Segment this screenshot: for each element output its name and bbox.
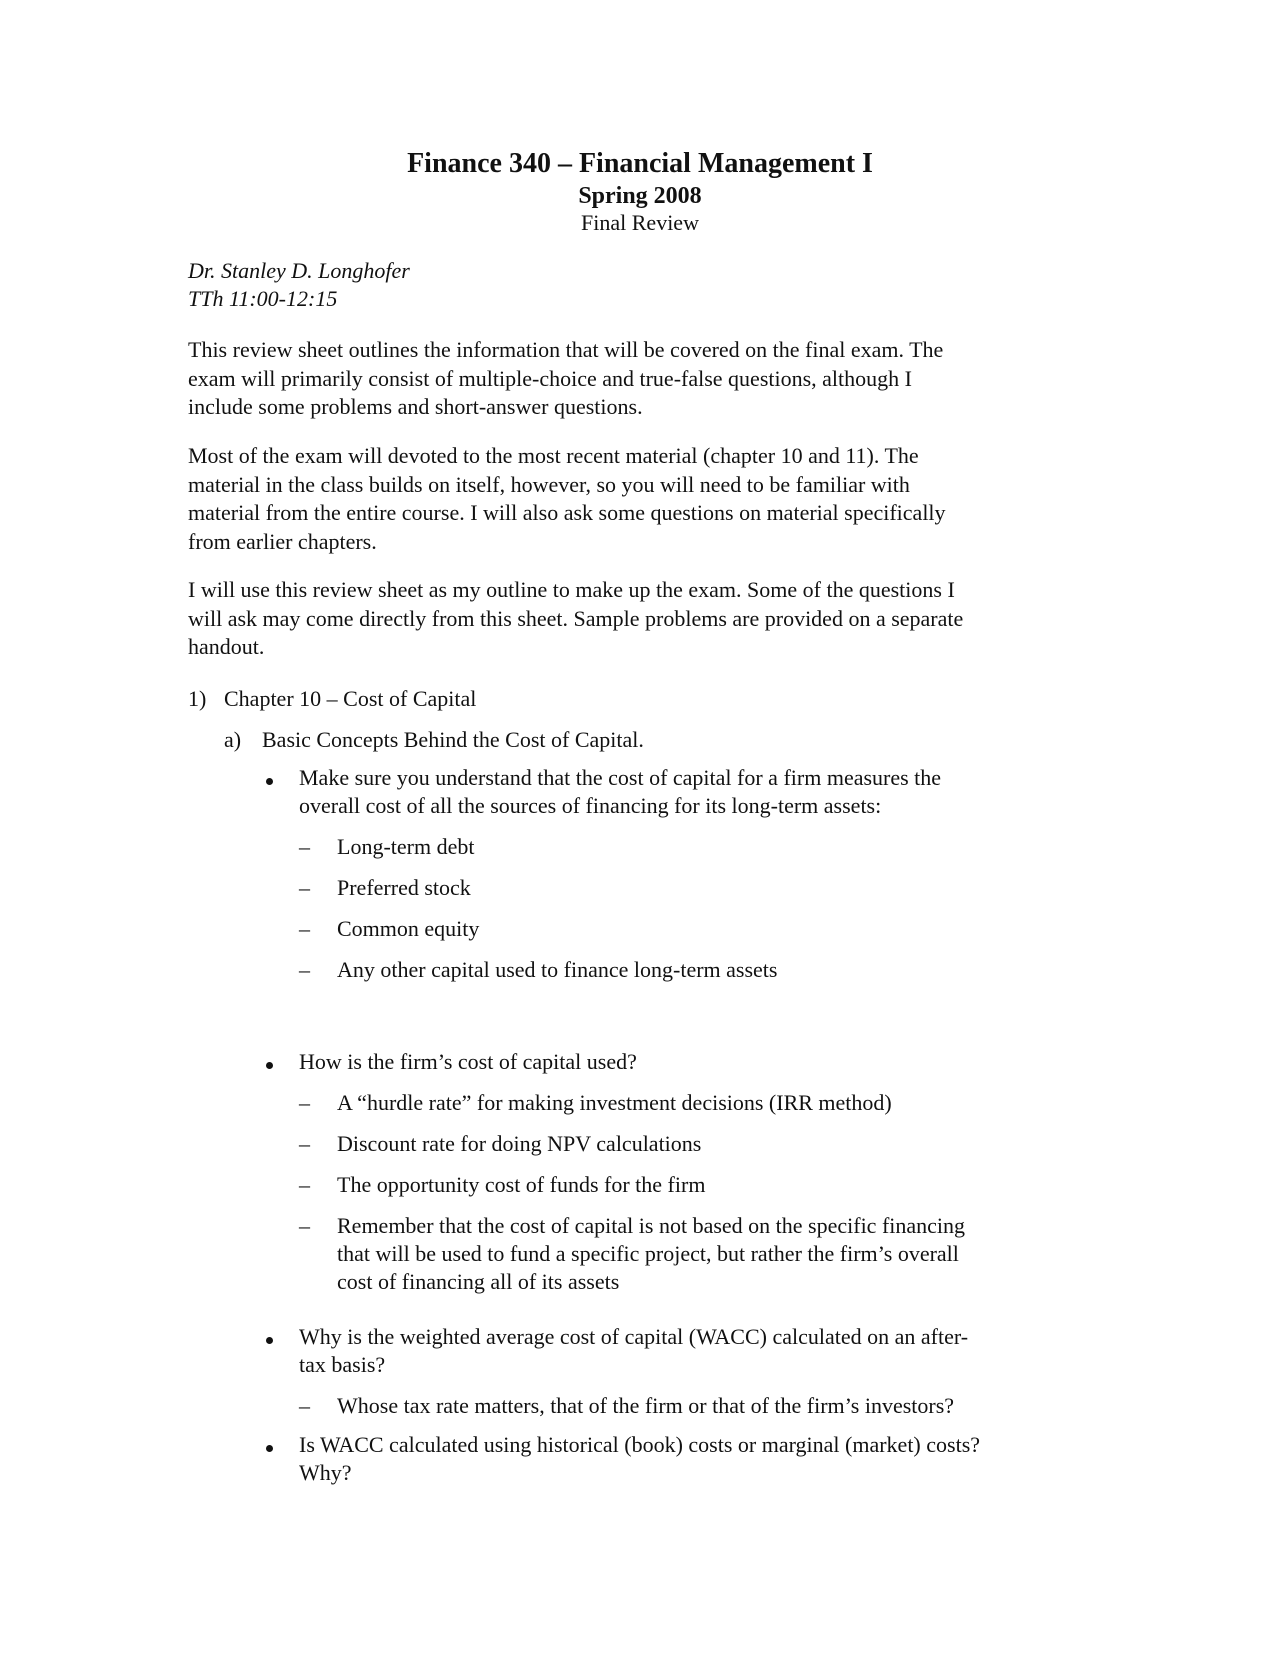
sub-item [337, 1212, 965, 1296]
bullet-item [299, 1431, 980, 1487]
dash-marker: – [299, 916, 310, 941]
bullet-line: Make sure you understand that the cost of capital for a firm measures the [299, 765, 942, 790]
intro-paragraph-1 [188, 336, 1088, 422]
bullet-dot [266, 1337, 273, 1344]
bullet-line: Is WACC calculated using historical (book) costs or marginal (market) costs? [299, 1432, 981, 1457]
bullet-item [299, 1323, 968, 1379]
bullet-item [299, 764, 941, 820]
document-type: Final Review [581, 210, 699, 235]
paragraph-line: from earlier chapters. [188, 528, 377, 554]
bullet-item: How is the firm’s cost of capital used? [299, 1049, 637, 1074]
paragraph-line: material in the class builds on itself, however, so you will need to be familiar with [188, 471, 910, 497]
dash-marker: – [299, 1393, 310, 1418]
document-title: Finance 340 – Financial Management I [407, 148, 873, 179]
chapter-heading: Chapter 10 – Cost of Capital [224, 686, 477, 711]
intro-paragraph-3 [188, 576, 1088, 662]
sub-item-line: that will be used to fund a specific project, but rather the firm’s overall [337, 1241, 959, 1266]
paragraph-line: include some problems and short-answer questions. [188, 394, 643, 419]
instructor-name: Dr. Stanley D. Longhofer [188, 258, 410, 283]
bullet-dot [266, 1445, 273, 1452]
bullet-dot [266, 1062, 273, 1069]
paragraph-line: exam will primarily consist of multiple-choice and true-false questions, although I [188, 365, 912, 391]
sub-item: Preferred stock [337, 875, 471, 900]
dash-marker: – [299, 1131, 310, 1156]
section-letter: a) [224, 727, 242, 752]
sub-item: The opportunity cost of funds for the firm [337, 1172, 706, 1197]
sub-item: Long-term debt [337, 834, 475, 859]
dash-marker: – [299, 957, 310, 982]
dash-marker: – [299, 1213, 310, 1238]
paragraph-line: I will use this review sheet as my outline to make up the exam. Some of the questions I [188, 577, 955, 602]
bullet-dot [266, 778, 273, 785]
section-heading: Basic Concepts Behind the Cost of Capital. [262, 727, 644, 752]
paragraph-line: material from the entire course. I will also ask some questions on material specifically [188, 500, 946, 525]
class-schedule: TTh 11:00-12:15 [188, 286, 338, 311]
sub-item: Whose tax rate matters, that of the firm or that of the firm’s investors? [337, 1393, 955, 1418]
chapter-number: 1) [188, 686, 207, 711]
sub-item-line: cost of financing all of its assets [337, 1269, 620, 1294]
sub-item-line: Remember that the cost of capital is not based on the specific financing [337, 1213, 966, 1238]
dash-marker: – [299, 1172, 310, 1197]
sub-item: Discount rate for doing NPV calculations [337, 1131, 702, 1156]
paragraph-line: Most of the exam will devoted to the most recent material (chapter 10 and 11). The [188, 443, 919, 468]
dash-marker: – [299, 1090, 310, 1115]
intro-paragraph-2 [188, 442, 1088, 556]
dash-marker: – [299, 875, 310, 900]
sub-item: A “hurdle rate” for making investment decisions (IRR method) [337, 1090, 892, 1115]
bullet-line: Why is the weighted average cost of capital (WACC) calculated on an after- [299, 1324, 969, 1349]
bullet-line: overall cost of all the sources of financing for its long-term assets: [299, 793, 882, 818]
dash-marker: – [299, 834, 310, 859]
sub-item: Any other capital used to finance long-term assets [337, 957, 778, 982]
paragraph-line: will ask may come directly from this sheet. Sample problems are provided on a separate [188, 605, 964, 631]
bullet-line: tax basis? [299, 1352, 386, 1377]
paragraph-line: This review sheet outlines the information that will be covered on the final exam. The [188, 337, 944, 362]
term-label: Spring 2008 [578, 183, 702, 209]
paragraph-line: handout. [188, 634, 265, 659]
sub-item: Common equity [337, 916, 480, 941]
bullet-line: Why? [299, 1460, 352, 1485]
